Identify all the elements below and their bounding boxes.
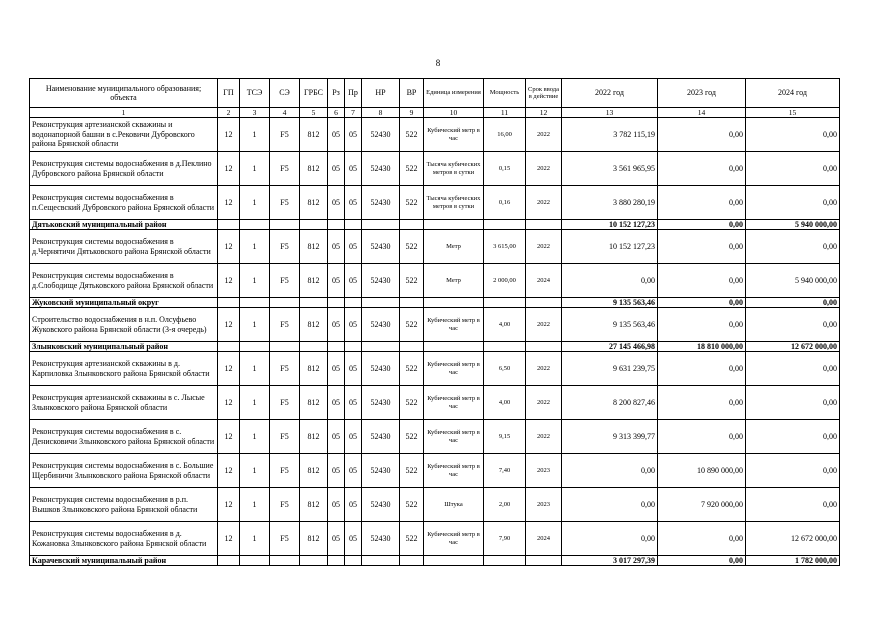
column-number: 9 <box>400 108 424 118</box>
se-cell: F5 <box>270 186 300 220</box>
tse-cell: 1 <box>240 522 270 556</box>
rz-cell: 05 <box>328 230 345 264</box>
vr-cell: 522 <box>400 386 424 420</box>
header-cell: ТСЭ <box>240 79 270 108</box>
grbs-cell: 812 <box>300 230 328 264</box>
term-cell: 2022 <box>526 152 562 186</box>
capacity-cell: 0,15 <box>484 152 526 186</box>
amount-2022: 9 135 563,46 <box>562 308 658 342</box>
column-number: 4 <box>270 108 300 118</box>
empty-cell <box>240 298 270 308</box>
gp-cell: 12 <box>218 186 240 220</box>
object-name: Строительство водоснабжения в н.п. Олсуфьево Жуковского района Брянской области (3-я очередь) <box>30 308 218 342</box>
term-cell: 2022 <box>526 386 562 420</box>
vr-cell: 522 <box>400 264 424 298</box>
tse-cell: 1 <box>240 488 270 522</box>
amount-2024: 0,00 <box>746 118 840 152</box>
header-cell: Рз <box>328 79 345 108</box>
empty-cell <box>424 298 484 308</box>
capacity-cell: 3 615,00 <box>484 230 526 264</box>
column-number: 14 <box>658 108 746 118</box>
grbs-cell: 812 <box>300 308 328 342</box>
vr-cell: 522 <box>400 488 424 522</box>
se-cell: F5 <box>270 454 300 488</box>
district-name: Карачевский муниципальный район <box>30 556 218 566</box>
amount-2022: 9 313 399,77 <box>562 420 658 454</box>
vr-cell: 522 <box>400 420 424 454</box>
capacity-cell: 4,00 <box>484 308 526 342</box>
grbs-cell: 812 <box>300 522 328 556</box>
se-cell: F5 <box>270 352 300 386</box>
district-row <box>30 556 840 566</box>
tse-cell: 1 <box>240 186 270 220</box>
empty-cell <box>424 220 484 230</box>
capacity-cell: 6,50 <box>484 352 526 386</box>
object-row <box>30 230 840 264</box>
nr-cell: 52430 <box>362 118 400 152</box>
rz-cell: 05 <box>328 488 345 522</box>
amount-2024: 12 672 000,00 <box>746 522 840 556</box>
header-cell: Срок ввода в действие <box>526 79 562 108</box>
pr-cell: 05 <box>345 420 362 454</box>
empty-cell <box>270 298 300 308</box>
amount-2024: 0,00 <box>746 230 840 264</box>
district-total-2024: 0,00 <box>746 298 840 308</box>
term-cell: 2022 <box>526 230 562 264</box>
column-number: 5 <box>300 108 328 118</box>
grbs-cell: 812 <box>300 420 328 454</box>
unit-cell: Метр <box>424 264 484 298</box>
empty-cell <box>218 556 240 566</box>
empty-cell <box>345 342 362 352</box>
district-name: Злынковский муниципальный район <box>30 342 218 352</box>
se-cell: F5 <box>270 264 300 298</box>
amount-2024: 0,00 <box>746 186 840 220</box>
nr-cell: 52430 <box>362 522 400 556</box>
district-total-2023: 0,00 <box>658 220 746 230</box>
empty-cell <box>345 298 362 308</box>
capacity-cell: 0,16 <box>484 186 526 220</box>
empty-cell <box>400 298 424 308</box>
amount-2023: 0,00 <box>658 352 746 386</box>
empty-cell <box>240 342 270 352</box>
empty-cell <box>526 220 562 230</box>
amount-2022: 0,00 <box>562 454 658 488</box>
amount-2022: 3 561 965,95 <box>562 152 658 186</box>
grbs-cell: 812 <box>300 152 328 186</box>
column-number: 13 <box>562 108 658 118</box>
district-name: Дятьковский муниципальный район <box>30 220 218 230</box>
nr-cell: 52430 <box>362 264 400 298</box>
header-cell: 2022 год <box>562 79 658 108</box>
table-body <box>30 118 840 566</box>
district-total-2024: 1 782 000,00 <box>746 556 840 566</box>
empty-cell <box>400 220 424 230</box>
amount-2022: 3 782 115,19 <box>562 118 658 152</box>
header-row <box>30 79 840 108</box>
empty-cell <box>218 342 240 352</box>
pr-cell: 05 <box>345 152 362 186</box>
pr-cell: 05 <box>345 454 362 488</box>
object-row <box>30 522 840 556</box>
district-total-2024: 5 940 000,00 <box>746 220 840 230</box>
empty-cell <box>362 342 400 352</box>
column-number: 12 <box>526 108 562 118</box>
header-cell: 2024 год <box>746 79 840 108</box>
unit-cell: Метр <box>424 230 484 264</box>
grbs-cell: 812 <box>300 386 328 420</box>
unit-cell: Кубический метр в час <box>424 308 484 342</box>
pr-cell: 05 <box>345 352 362 386</box>
pr-cell: 05 <box>345 386 362 420</box>
empty-cell <box>218 298 240 308</box>
pr-cell: 05 <box>345 522 362 556</box>
empty-cell <box>300 342 328 352</box>
header-cell: Пр <box>345 79 362 108</box>
se-cell: F5 <box>270 118 300 152</box>
empty-cell <box>345 556 362 566</box>
amount-2022: 0,00 <box>562 488 658 522</box>
district-total-2023: 0,00 <box>658 556 746 566</box>
amount-2024: 0,00 <box>746 352 840 386</box>
empty-cell <box>270 342 300 352</box>
amount-2022: 9 631 239,75 <box>562 352 658 386</box>
unit-cell: Кубический метр в час <box>424 386 484 420</box>
nr-cell: 52430 <box>362 230 400 264</box>
nr-cell: 52430 <box>362 488 400 522</box>
empty-cell <box>328 556 345 566</box>
vr-cell: 522 <box>400 522 424 556</box>
unit-cell: Кубический метр в час <box>424 420 484 454</box>
pr-cell: 05 <box>345 118 362 152</box>
grbs-cell: 812 <box>300 118 328 152</box>
capacity-cell: 2 000,00 <box>484 264 526 298</box>
object-row <box>30 186 840 220</box>
column-number: 11 <box>484 108 526 118</box>
column-number: 2 <box>218 108 240 118</box>
tse-cell: 1 <box>240 352 270 386</box>
amount-2024: 0,00 <box>746 152 840 186</box>
vr-cell: 522 <box>400 454 424 488</box>
tse-cell: 1 <box>240 230 270 264</box>
tse-cell: 1 <box>240 264 270 298</box>
amount-2024: 0,00 <box>746 386 840 420</box>
vr-cell: 522 <box>400 152 424 186</box>
district-total-2022: 27 145 466,98 <box>562 342 658 352</box>
object-name: Реконструкция артезианской скважины в с. Лысые Злынковского района Брянской области <box>30 386 218 420</box>
gp-cell: 12 <box>218 420 240 454</box>
gp-cell: 12 <box>218 522 240 556</box>
object-row <box>30 264 840 298</box>
object-name: Реконструкция системы водоснабжения в с. Большие Щербиничи Злынковского района Брянской области <box>30 454 218 488</box>
column-number: 6 <box>328 108 345 118</box>
header-cell: Мощность <box>484 79 526 108</box>
header-cell: Наименование муниципального образования; объекта <box>30 79 218 108</box>
empty-cell <box>328 298 345 308</box>
capacity-cell: 4,00 <box>484 386 526 420</box>
pr-cell: 05 <box>345 186 362 220</box>
column-number-row <box>30 108 840 118</box>
amount-2023: 0,00 <box>658 186 746 220</box>
unit-cell: Тысяча кубических метров в сутки <box>424 186 484 220</box>
tse-cell: 1 <box>240 118 270 152</box>
se-cell: F5 <box>270 230 300 264</box>
pr-cell: 05 <box>345 230 362 264</box>
term-cell: 2022 <box>526 420 562 454</box>
rz-cell: 05 <box>328 186 345 220</box>
empty-cell <box>362 220 400 230</box>
se-cell: F5 <box>270 522 300 556</box>
header-cell: ГРБС <box>300 79 328 108</box>
object-name: Реконструкция системы водоснабжения в с. Денисковичи Злынковского района Брянской области <box>30 420 218 454</box>
amount-2022: 10 152 127,23 <box>562 230 658 264</box>
nr-cell: 52430 <box>362 386 400 420</box>
column-number: 8 <box>362 108 400 118</box>
object-row <box>30 488 840 522</box>
rz-cell: 05 <box>328 352 345 386</box>
vr-cell: 522 <box>400 186 424 220</box>
object-row <box>30 352 840 386</box>
object-name: Реконструкция системы водоснабжения в д.Чернятичи Дятьковского района Брянской области <box>30 230 218 264</box>
vr-cell: 522 <box>400 230 424 264</box>
term-cell: 2024 <box>526 522 562 556</box>
pr-cell: 05 <box>345 308 362 342</box>
empty-cell <box>300 556 328 566</box>
empty-cell <box>526 342 562 352</box>
capacity-cell: 7,90 <box>484 522 526 556</box>
column-number: 15 <box>746 108 840 118</box>
gp-cell: 12 <box>218 230 240 264</box>
grbs-cell: 812 <box>300 186 328 220</box>
term-cell: 2022 <box>526 186 562 220</box>
empty-cell <box>345 220 362 230</box>
rz-cell: 05 <box>328 152 345 186</box>
empty-cell <box>484 220 526 230</box>
header-cell: 2023 год <box>658 79 746 108</box>
gp-cell: 12 <box>218 118 240 152</box>
empty-cell <box>400 342 424 352</box>
tse-cell: 1 <box>240 308 270 342</box>
capacity-cell: 7,40 <box>484 454 526 488</box>
unit-cell: Кубический метр в час <box>424 522 484 556</box>
object-name: Реконструкция системы водоснабжения в д.Слободище Дятьковского района Брянской области <box>30 264 218 298</box>
grbs-cell: 812 <box>300 264 328 298</box>
tse-cell: 1 <box>240 420 270 454</box>
gp-cell: 12 <box>218 386 240 420</box>
capacity-cell: 16,00 <box>484 118 526 152</box>
amount-2024: 0,00 <box>746 454 840 488</box>
object-name: Реконструкция артезианской скважины в д. Карпиловка Злынковского района Брянской области <box>30 352 218 386</box>
funding-table <box>29 78 840 566</box>
empty-cell <box>300 220 328 230</box>
pr-cell: 05 <box>345 488 362 522</box>
district-name: Жуковский муниципальный округ <box>30 298 218 308</box>
district-row <box>30 220 840 230</box>
district-row <box>30 342 840 352</box>
amount-2024: 0,00 <box>746 308 840 342</box>
amount-2023: 0,00 <box>658 308 746 342</box>
column-number: 10 <box>424 108 484 118</box>
gp-cell: 12 <box>218 264 240 298</box>
amount-2022: 3 880 280,19 <box>562 186 658 220</box>
rz-cell: 05 <box>328 386 345 420</box>
empty-cell <box>240 556 270 566</box>
header-cell: СЭ <box>270 79 300 108</box>
amount-2024: 0,00 <box>746 420 840 454</box>
empty-cell <box>300 298 328 308</box>
nr-cell: 52430 <box>362 420 400 454</box>
column-number: 3 <box>240 108 270 118</box>
amount-2023: 0,00 <box>658 386 746 420</box>
empty-cell <box>240 220 270 230</box>
tse-cell: 1 <box>240 152 270 186</box>
gp-cell: 12 <box>218 308 240 342</box>
page-number: 8 <box>435 58 441 68</box>
rz-cell: 05 <box>328 264 345 298</box>
unit-cell: Кубический метр в час <box>424 118 484 152</box>
empty-cell <box>218 220 240 230</box>
unit-cell: Тысяча кубических метров в сутки <box>424 152 484 186</box>
term-cell: 2023 <box>526 454 562 488</box>
vr-cell: 522 <box>400 352 424 386</box>
amount-2024: 0,00 <box>746 488 840 522</box>
district-total-2023: 18 810 000,00 <box>658 342 746 352</box>
empty-cell <box>484 556 526 566</box>
rz-cell: 05 <box>328 118 345 152</box>
amount-2023: 0,00 <box>658 230 746 264</box>
empty-cell <box>328 342 345 352</box>
vr-cell: 522 <box>400 308 424 342</box>
amount-2022: 0,00 <box>562 264 658 298</box>
nr-cell: 52430 <box>362 352 400 386</box>
grbs-cell: 812 <box>300 352 328 386</box>
amount-2023: 7 920 000,00 <box>658 488 746 522</box>
column-number: 1 <box>30 108 218 118</box>
district-total-2023: 0,00 <box>658 298 746 308</box>
gp-cell: 12 <box>218 152 240 186</box>
gp-cell: 12 <box>218 454 240 488</box>
object-name: Реконструкция системы водоснабжения в п.Сещесвский Дубровского района Брянской области <box>30 186 218 220</box>
empty-cell <box>526 298 562 308</box>
vr-cell: 522 <box>400 118 424 152</box>
rz-cell: 05 <box>328 522 345 556</box>
empty-cell <box>526 556 562 566</box>
rz-cell: 05 <box>328 454 345 488</box>
se-cell: F5 <box>270 386 300 420</box>
object-row <box>30 152 840 186</box>
object-name: Реконструкция системы водоснабжения в р.п. Вышков Злынковского района Брянской области <box>30 488 218 522</box>
object-name: Реконструкция артезианской скважины и водонапорной башни в с.Рековичи Дубровского района Брянской области <box>30 118 218 152</box>
empty-cell <box>400 556 424 566</box>
empty-cell <box>362 556 400 566</box>
object-row <box>30 420 840 454</box>
header-cell: ГП <box>218 79 240 108</box>
district-total-2024: 12 672 000,00 <box>746 342 840 352</box>
empty-cell <box>484 298 526 308</box>
rz-cell: 05 <box>328 308 345 342</box>
nr-cell: 52430 <box>362 308 400 342</box>
term-cell: 2022 <box>526 308 562 342</box>
object-name: Реконструкция системы водоснабжения в д.Пеклино Дубровского района Брянской области <box>30 152 218 186</box>
term-cell: 2024 <box>526 264 562 298</box>
empty-cell <box>270 220 300 230</box>
amount-2023: 0,00 <box>658 118 746 152</box>
district-row <box>30 298 840 308</box>
header-cell: ВР <box>400 79 424 108</box>
gp-cell: 12 <box>218 352 240 386</box>
nr-cell: 52430 <box>362 186 400 220</box>
empty-cell <box>424 342 484 352</box>
tse-cell: 1 <box>240 386 270 420</box>
empty-cell <box>424 556 484 566</box>
pr-cell: 05 <box>345 264 362 298</box>
nr-cell: 52430 <box>362 152 400 186</box>
capacity-cell: 2,00 <box>484 488 526 522</box>
amount-2023: 10 890 000,00 <box>658 454 746 488</box>
object-row <box>30 386 840 420</box>
object-row <box>30 118 840 152</box>
se-cell: F5 <box>270 308 300 342</box>
term-cell: 2022 <box>526 118 562 152</box>
amount-2024: 5 940 000,00 <box>746 264 840 298</box>
term-cell: 2023 <box>526 488 562 522</box>
capacity-cell: 9,15 <box>484 420 526 454</box>
amount-2023: 0,00 <box>658 522 746 556</box>
unit-cell: Кубический метр в час <box>424 352 484 386</box>
amount-2022: 8 200 827,46 <box>562 386 658 420</box>
district-total-2022: 9 135 563,46 <box>562 298 658 308</box>
amount-2023: 0,00 <box>658 152 746 186</box>
amount-2023: 0,00 <box>658 264 746 298</box>
grbs-cell: 812 <box>300 488 328 522</box>
empty-cell <box>270 556 300 566</box>
header-cell: НР <box>362 79 400 108</box>
gp-cell: 12 <box>218 488 240 522</box>
unit-cell: Кубический метр в час <box>424 454 484 488</box>
amount-2022: 0,00 <box>562 522 658 556</box>
se-cell: F5 <box>270 488 300 522</box>
object-row <box>30 308 840 342</box>
empty-cell <box>362 298 400 308</box>
header-cell: Единица измерения <box>424 79 484 108</box>
nr-cell: 52430 <box>362 454 400 488</box>
column-number: 7 <box>345 108 362 118</box>
rz-cell: 05 <box>328 420 345 454</box>
term-cell: 2022 <box>526 352 562 386</box>
unit-cell: Штука <box>424 488 484 522</box>
object-name: Реконструкция системы водоснабжения в д. Кожановка Злынковского района Брянской области <box>30 522 218 556</box>
grbs-cell: 812 <box>300 454 328 488</box>
tse-cell: 1 <box>240 454 270 488</box>
se-cell: F5 <box>270 420 300 454</box>
amount-2023: 0,00 <box>658 420 746 454</box>
se-cell: F5 <box>270 152 300 186</box>
district-total-2022: 10 152 127,23 <box>562 220 658 230</box>
district-total-2022: 3 017 297,39 <box>562 556 658 566</box>
object-row <box>30 454 840 488</box>
empty-cell <box>484 342 526 352</box>
empty-cell <box>328 220 345 230</box>
